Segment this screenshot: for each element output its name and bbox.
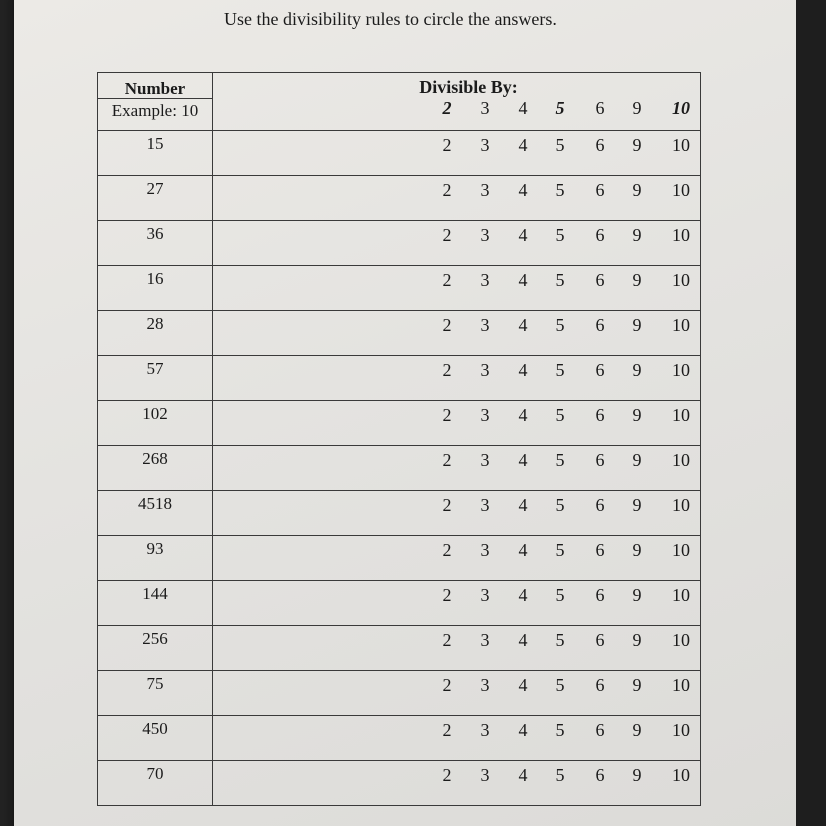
divisor-options <box>213 359 700 383</box>
divisor-option[interactable]: 3 <box>480 135 490 155</box>
divisor-option[interactable]: 2 <box>442 630 452 650</box>
divisor-option[interactable]: 6 <box>595 315 605 335</box>
number-value: 27 <box>146 179 164 198</box>
table-row <box>98 266 701 311</box>
example-options <box>213 97 700 121</box>
options-cell <box>213 311 701 356</box>
options-cell <box>213 176 701 221</box>
options-cell <box>213 716 701 761</box>
divisor-option[interactable]: 10 <box>672 495 690 515</box>
divisor-option[interactable]: 4 <box>518 630 528 650</box>
header-row <box>98 73 701 131</box>
divisor-option[interactable]: 10 <box>672 540 690 560</box>
table-row <box>98 356 701 401</box>
table-row <box>98 401 701 446</box>
divisor-option[interactable]: 9 <box>632 630 642 650</box>
divisor-option[interactable]: 9 <box>632 270 642 290</box>
table-row <box>98 221 701 266</box>
divisor-option[interactable]: 6 <box>595 360 605 380</box>
divisor-option[interactable]: 3 <box>480 225 490 245</box>
divisor-option[interactable]: 10 <box>672 765 690 785</box>
worksheet-instructions: Use the divisibility rules to circle the answers. <box>224 9 557 29</box>
number-value: 450 <box>142 719 168 738</box>
divisor-options <box>213 629 700 653</box>
divisor-option[interactable]: 2 <box>442 540 452 560</box>
divisor-option[interactable]: 3 <box>480 630 490 650</box>
divisor-option[interactable]: 6 <box>595 720 605 740</box>
table-row <box>98 716 701 761</box>
divisor-options <box>213 719 700 743</box>
divisor-option[interactable]: 10 <box>672 180 690 200</box>
divisor-option[interactable]: 6 <box>595 450 605 470</box>
options-cell <box>213 446 701 491</box>
divisor-option[interactable]: 9 <box>632 405 642 425</box>
divisor-option[interactable]: 9 <box>632 450 642 470</box>
divisor-option[interactable]: 5 <box>555 630 565 650</box>
number-header-cell <box>98 73 213 131</box>
number-cell <box>98 356 213 401</box>
number-cell <box>98 581 213 626</box>
divisor-option[interactable]: 6 <box>595 495 605 515</box>
number-cell <box>98 491 213 536</box>
divisor-option[interactable]: 5 <box>555 225 565 245</box>
number-value: 93 <box>146 539 164 558</box>
divisor-option[interactable]: 5 <box>555 720 565 740</box>
options-cell <box>213 626 701 671</box>
divisor-option[interactable]: 9 <box>632 360 642 380</box>
divisor-option[interactable]: 9 <box>632 540 642 560</box>
divisor-option[interactable]: 4 <box>518 720 528 740</box>
divisor-option[interactable]: 5 <box>555 540 565 560</box>
number-cell <box>98 176 213 221</box>
divisor-option[interactable]: 3 <box>480 765 490 785</box>
divisor-option[interactable]: 5 <box>555 405 565 425</box>
divisor-option[interactable]: 6 <box>595 630 605 650</box>
divisor-option[interactable]: 6 <box>595 585 605 605</box>
divisor-option[interactable]: 6 <box>595 180 605 200</box>
divisible-header-cell <box>213 73 701 131</box>
table-row <box>98 536 701 581</box>
divisor-option[interactable]: 4 <box>518 360 528 380</box>
number-cell <box>98 761 213 806</box>
divisor-option[interactable]: 5 <box>555 135 565 155</box>
options-cell <box>213 356 701 401</box>
divisor-options <box>213 494 700 518</box>
divisor-option[interactable]: 3 <box>480 585 490 605</box>
options-cell <box>213 401 701 446</box>
example-option-3: 3 <box>480 98 490 118</box>
divisor-option[interactable]: 9 <box>632 225 642 245</box>
number-cell <box>98 311 213 356</box>
divisor-option[interactable]: 10 <box>672 585 690 605</box>
number-cell <box>98 716 213 761</box>
divisor-option[interactable]: 4 <box>518 675 528 695</box>
number-value: 57 <box>146 359 164 378</box>
options-cell <box>213 266 701 311</box>
divisor-option[interactable]: 2 <box>442 765 452 785</box>
divisor-option[interactable]: 6 <box>595 270 605 290</box>
divisor-option[interactable]: 4 <box>518 495 528 515</box>
divisor-option[interactable]: 4 <box>518 540 528 560</box>
number-cell <box>98 266 213 311</box>
divisor-options <box>213 449 700 473</box>
number-cell <box>98 131 213 176</box>
options-cell <box>213 536 701 581</box>
divisor-option[interactable]: 5 <box>555 360 565 380</box>
divisor-option[interactable]: 9 <box>632 135 642 155</box>
divisor-option[interactable]: 3 <box>480 540 490 560</box>
divisor-option[interactable]: 2 <box>442 675 452 695</box>
number-cell <box>98 626 213 671</box>
divisor-option[interactable]: 5 <box>555 450 565 470</box>
number-value: 102 <box>142 404 168 423</box>
divisor-options <box>213 539 700 563</box>
number-value: 16 <box>146 269 164 288</box>
number-cell <box>98 401 213 446</box>
divisor-option[interactable]: 10 <box>672 720 690 740</box>
divisor-option[interactable]: 6 <box>595 675 605 695</box>
example-option-4: 4 <box>518 98 528 118</box>
divisor-option[interactable]: 10 <box>672 675 690 695</box>
divisor-options <box>213 224 700 248</box>
divisor-option[interactable]: 5 <box>555 675 565 695</box>
divisor-option[interactable]: 9 <box>632 765 642 785</box>
example-option-10: 10 <box>672 98 690 118</box>
divisor-option[interactable]: 2 <box>442 315 452 335</box>
divisor-option[interactable]: 3 <box>480 450 490 470</box>
number-value: 75 <box>146 674 164 693</box>
divisor-option[interactable]: 5 <box>555 180 565 200</box>
options-cell <box>213 131 701 176</box>
table-row <box>98 176 701 221</box>
divisor-option[interactable]: 9 <box>632 675 642 695</box>
divisor-option[interactable]: 5 <box>555 270 565 290</box>
divisor-option[interactable]: 9 <box>632 585 642 605</box>
number-cell <box>98 446 213 491</box>
table-row <box>98 581 701 626</box>
divisor-option[interactable]: 10 <box>672 630 690 650</box>
background-edge <box>796 0 826 826</box>
divisor-option[interactable]: 4 <box>518 450 528 470</box>
table-row <box>98 491 701 536</box>
number-value: 4518 <box>138 494 172 513</box>
divisor-option[interactable]: 4 <box>518 585 528 605</box>
table-row <box>98 761 701 806</box>
divisor-option[interactable]: 3 <box>480 675 490 695</box>
divisor-option[interactable]: 2 <box>442 270 452 290</box>
divisor-option[interactable]: 3 <box>480 720 490 740</box>
table-row <box>98 671 701 716</box>
divisor-option[interactable]: 2 <box>442 495 452 515</box>
example-option-9: 9 <box>632 98 642 118</box>
number-cell <box>98 671 213 716</box>
table-row <box>98 311 701 356</box>
divisor-option[interactable]: 5 <box>555 495 565 515</box>
divisor-option[interactable]: 10 <box>672 405 690 425</box>
divisor-option[interactable]: 2 <box>442 450 452 470</box>
divisor-option[interactable]: 3 <box>480 270 490 290</box>
example-label: Example: 10 <box>98 98 212 125</box>
table-row <box>98 446 701 491</box>
example-option-2: 2 <box>442 98 452 118</box>
divisor-option[interactable]: 10 <box>672 360 690 380</box>
divisor-option[interactable]: 4 <box>518 315 528 335</box>
divisor-option[interactable]: 6 <box>595 765 605 785</box>
divisor-option[interactable]: 3 <box>480 180 490 200</box>
divisor-option[interactable]: 2 <box>442 225 452 245</box>
number-value: 256 <box>142 629 168 648</box>
divisor-option[interactable]: 5 <box>555 765 565 785</box>
divisor-option[interactable]: 2 <box>442 360 452 380</box>
divisor-option[interactable]: 9 <box>632 180 642 200</box>
divisor-option[interactable]: 3 <box>480 315 490 335</box>
number-value: 15 <box>146 134 164 153</box>
example-option-5: 5 <box>555 98 565 118</box>
table-row <box>98 626 701 671</box>
options-cell <box>213 761 701 806</box>
number-cell <box>98 536 213 581</box>
divisor-option[interactable]: 10 <box>672 225 690 245</box>
number-value: 28 <box>146 314 164 333</box>
divisor-option[interactable]: 2 <box>442 585 452 605</box>
divisor-options <box>213 179 700 203</box>
divisor-option[interactable]: 6 <box>595 540 605 560</box>
number-cell <box>98 221 213 266</box>
divisor-option[interactable]: 6 <box>595 225 605 245</box>
divisor-option[interactable]: 4 <box>518 180 528 200</box>
table-row <box>98 131 701 176</box>
number-value: 144 <box>142 584 168 603</box>
number-value: 36 <box>146 224 164 243</box>
divisor-option[interactable]: 2 <box>442 135 452 155</box>
divisor-options <box>213 764 700 788</box>
divisor-option[interactable]: 10 <box>672 270 690 290</box>
divisor-options <box>213 674 700 698</box>
divisor-option[interactable]: 10 <box>672 315 690 335</box>
options-cell <box>213 671 701 716</box>
options-cell <box>213 221 701 266</box>
divisor-option[interactable]: 5 <box>555 315 565 335</box>
divisor-option[interactable]: 9 <box>632 495 642 515</box>
divisor-option[interactable]: 3 <box>480 405 490 425</box>
options-cell <box>213 581 701 626</box>
divisor-option[interactable]: 4 <box>518 225 528 245</box>
divisor-option[interactable]: 4 <box>518 270 528 290</box>
divisor-option[interactable]: 4 <box>518 135 528 155</box>
divisibility-table <box>97 72 701 806</box>
example-option-6: 6 <box>595 98 605 118</box>
divisor-option[interactable]: 2 <box>442 180 452 200</box>
divisor-option[interactable]: 6 <box>595 405 605 425</box>
number-value: 70 <box>146 764 164 783</box>
options-cell <box>213 491 701 536</box>
number-column-header: Number <box>124 79 186 98</box>
divisor-options <box>213 404 700 428</box>
divisor-option[interactable]: 5 <box>555 585 565 605</box>
divisor-option[interactable]: 4 <box>518 765 528 785</box>
divisor-option[interactable]: 2 <box>442 405 452 425</box>
divisor-options <box>213 269 700 293</box>
number-value: 268 <box>142 449 168 468</box>
divisor-option[interactable]: 6 <box>595 135 605 155</box>
divisor-option[interactable]: 3 <box>480 360 490 380</box>
divisor-options <box>213 314 700 338</box>
divisor-option[interactable]: 4 <box>518 405 528 425</box>
divisor-option[interactable]: 9 <box>632 720 642 740</box>
divisor-option[interactable]: 3 <box>480 495 490 515</box>
divisor-option[interactable]: 10 <box>672 135 690 155</box>
divisor-options <box>213 134 700 158</box>
divisor-option[interactable]: 9 <box>632 315 642 335</box>
divisible-by-header: Divisible By: <box>419 77 518 97</box>
divisor-option[interactable]: 10 <box>672 450 690 470</box>
divisor-options <box>213 584 700 608</box>
divisor-option[interactable]: 2 <box>442 720 452 740</box>
